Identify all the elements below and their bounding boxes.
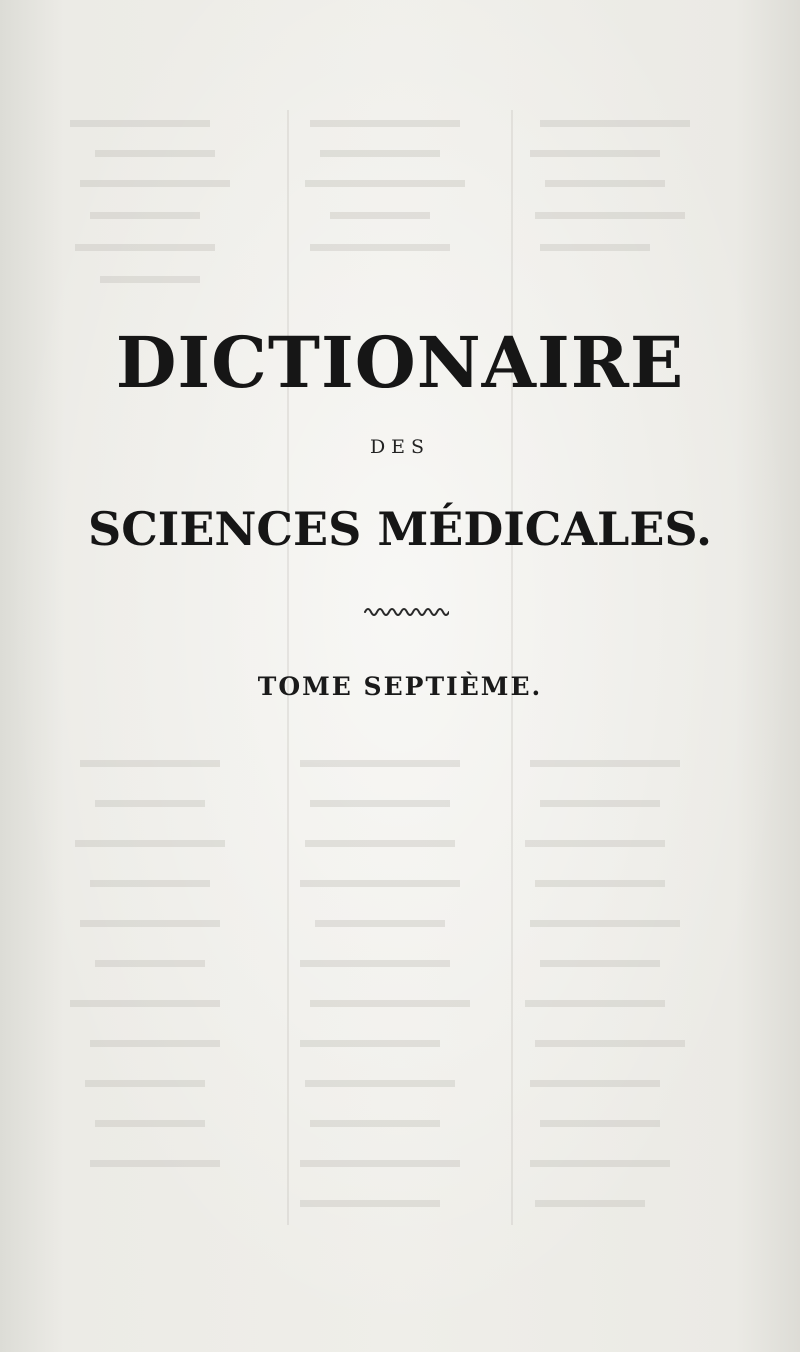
title-dictionaire: DICTIONAIRE (115, 321, 685, 404)
volume-label: TOME SEPTIÈME. (257, 672, 543, 701)
title-sciences-medicales: SCIENCES MÉDICALES. (87, 502, 713, 556)
title-connector-des: DES (369, 436, 431, 458)
wavy-ornament-icon (363, 604, 449, 620)
